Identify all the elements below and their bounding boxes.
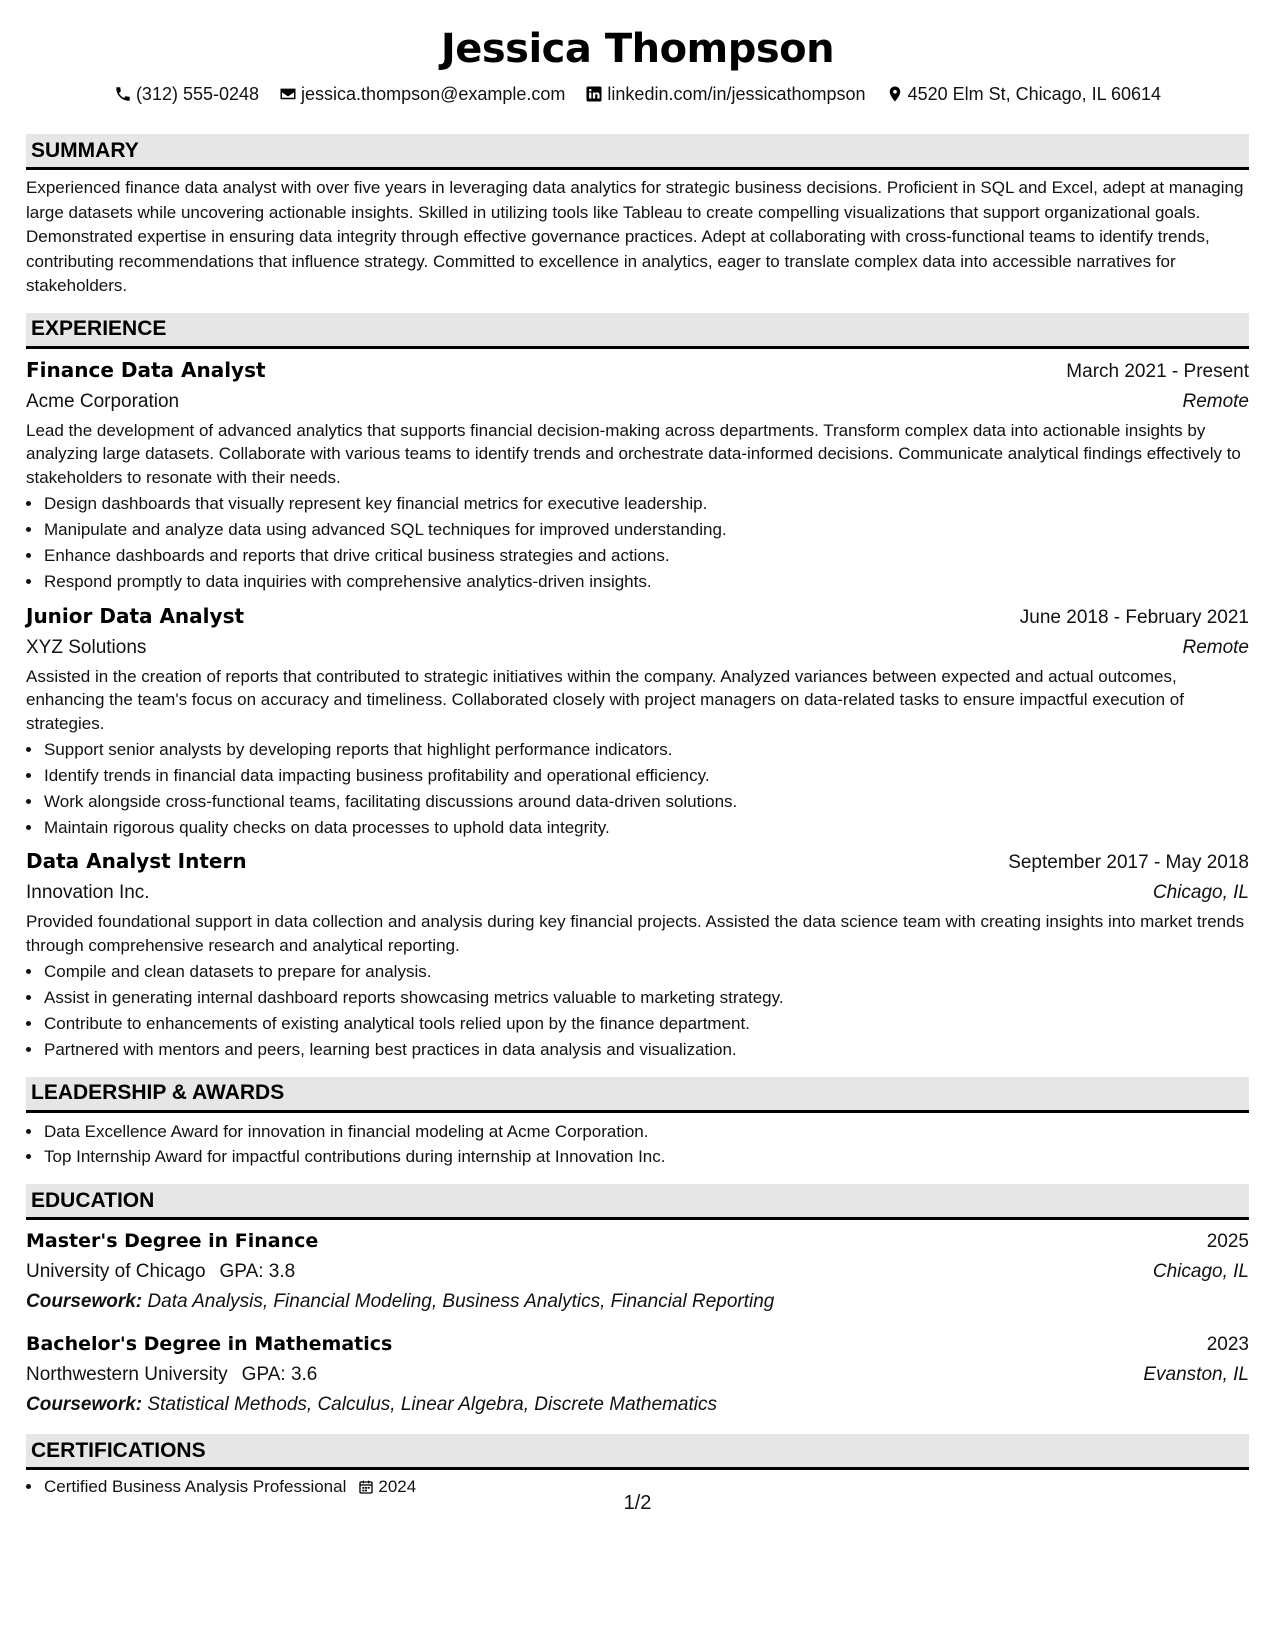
job-bullets <box>26 491 1249 594</box>
contact-email[interactable] <box>279 82 565 106</box>
list-item: • Respond promptly to data inquiries with comprehensive analytics-driven insights. <box>43 569 1249 595</box>
coursework-list: Data Analysis, Financial Modeling, Business Analytics, Financial Reporting <box>147 1291 775 1313</box>
list-item: • Compile and clean datasets to prepare for analysis. <box>43 959 1249 985</box>
certification-year: 2024 <box>378 1477 417 1497</box>
list-item: • Manipulate and analyze data using advanced SQL techniques for improved understanding. <box>43 517 1249 543</box>
job-title: Junior Data Analyst <box>26 603 245 628</box>
job-entry <box>26 846 1249 1062</box>
school-location: Chicago, IL <box>1152 1261 1249 1283</box>
job-location: Chicago, IL <box>1152 882 1249 904</box>
job-entry <box>26 355 1249 595</box>
list-item: • Partnered with mentors and peers, learning best practices in data analysis and visualization. <box>43 1037 1249 1063</box>
coursework-label: Coursework: <box>26 1291 143 1313</box>
linkedin-icon <box>585 85 603 103</box>
contact-linkedin[interactable] <box>585 82 865 106</box>
list-item: • Top Internship Award for impactful contributions during internship at Innovation Inc. <box>43 1144 1249 1170</box>
job-location: Remote <box>1182 390 1249 412</box>
list-item: • Maintain rigorous quality checks on data processes to uphold data integrity. <box>43 815 1249 841</box>
job-dates: March 2021 - Present <box>1066 360 1249 382</box>
job-description: Assisted in the creation of reports that contributed to strategic initiatives within the company. Analyzed variances between expected and actual outcomes, enhancing the team's focus on accuracy and timeliness. Collaborated closely with project managers on data-related tasks to ensure impactful execution of strategies. <box>26 666 1184 733</box>
gpa: GPA: 3.8 <box>219 1261 296 1283</box>
degree-title: Master's Degree in Finance <box>26 1230 319 1253</box>
job-entry <box>26 601 1249 841</box>
job-location: Remote <box>1182 636 1249 658</box>
job-dates: September 2017 - May 2018 <box>1008 852 1249 874</box>
awards-list <box>26 1119 1249 1171</box>
contact-bar <box>26 82 1249 106</box>
envelope-icon <box>279 85 297 103</box>
coursework-label: Coursework: <box>26 1394 143 1416</box>
list-item: • Enhance dashboards and reports that drive critical business strategies and actions. <box>43 543 1249 569</box>
list-item: • Identify trends in financial data impacting business profitability and operational efficiency. <box>43 763 1249 789</box>
education-entry <box>26 1226 1249 1317</box>
map-pin-icon <box>886 85 904 103</box>
job-company: XYZ Solutions <box>26 636 147 658</box>
degree-year: 2025 <box>1206 1231 1249 1253</box>
contact-phone[interactable] <box>114 82 259 106</box>
job-company: Acme Corporation <box>26 390 180 412</box>
coursework-list: Statistical Methods, Calculus, Linear Algebra, Discrete Mathematics <box>147 1394 717 1416</box>
list-item: • Contribute to enhancements of existing analytical tools relied upon by the finance department. <box>43 1011 1249 1037</box>
list-item: • Design dashboards that visually represent key financial metrics for executive leadership. <box>43 491 1249 517</box>
job-bullets <box>26 959 1249 1062</box>
job-dates: June 2018 - February 2021 <box>1019 606 1249 628</box>
contact-address <box>886 82 1162 106</box>
summary-text: Experienced finance data analyst with over five years in leveraging data analytics for strategic business decisions. Proficient in SQL and Excel, adept at managing large datasets while uncovering actionable insights. Skilled in utilizing tools like Tableau to create compelling visualizations that support organizational goals. Demonstrated expertise in ensuring data integrity through effective governance practices. Adept at collaborating with cross-functional teams to identify trends, contributing recommendations that influence strategy. Committed to excellence in analytics, eager to translate complex data into accessible narratives for stakeholders. <box>26 178 1244 296</box>
leadership-heading: LEADERSHIP & AWARDS <box>26 1077 1249 1113</box>
job-title: Data Analyst Intern <box>26 849 247 874</box>
list-item: • Work alongside cross-functional teams, facilitating discussions around data-driven solutions. <box>43 789 1249 815</box>
list-item: • Support senior analysts by developing reports that highlight performance indicators. <box>43 737 1249 763</box>
job-description: Provided foundational support in data collection and analysis during key financial projects. Assisted the data science team with creating insights into market trends through comprehensive research and analytical reporting. <box>26 912 1245 955</box>
page-number: 1/2 <box>623 1492 652 1514</box>
education-entry <box>26 1329 1249 1420</box>
address-text: 4520 Elm St, Chicago, IL 60614 <box>907 84 1162 104</box>
experience-heading: EXPERIENCE <box>26 313 1249 349</box>
phone-text: (312) 555-0248 <box>135 84 260 104</box>
coursework <box>26 1390 1249 1420</box>
certification-name: • Certified Business Analysis Professional <box>44 1477 347 1497</box>
candidate-name: Jessica Thompson <box>440 26 835 72</box>
school-location: Evanston, IL <box>1143 1364 1249 1386</box>
degree-title: Bachelor's Degree in Mathematics <box>26 1333 393 1356</box>
certifications-heading: CERTIFICATIONS <box>26 1434 1249 1470</box>
job-title: Finance Data Analyst <box>26 357 266 382</box>
education-heading: EDUCATION <box>26 1184 1249 1220</box>
job-company: Innovation Inc. <box>26 882 150 904</box>
list-item: • Assist in generating internal dashboard reports showcasing metrics valuable to marketing strategy. <box>43 985 1249 1011</box>
gpa: GPA: 3.6 <box>241 1364 318 1386</box>
school-name: University of Chicago <box>26 1261 206 1283</box>
email-text: jessica.thompson@example.com <box>301 84 566 104</box>
list-item: • Data Excellence Award for innovation in financial modeling at Acme Corporation. <box>43 1119 1249 1145</box>
summary-heading: SUMMARY <box>26 134 1249 170</box>
linkedin-text: linkedin.com/in/jessicathompson <box>607 84 866 104</box>
phone-icon <box>114 85 132 103</box>
school-name: Northwestern University <box>26 1364 228 1386</box>
coursework <box>26 1287 1249 1317</box>
job-description: Lead the development of advanced analytics that supports financial decision-making across departments. Transform complex data into actionable insights by analyzing large datasets. Collaborate with various teams to identify trends and orchestrate data-informed decisions. Communicate analytical findings effectively to stakeholders to resonate with their needs. <box>26 420 1241 487</box>
degree-year: 2023 <box>1206 1334 1249 1356</box>
job-bullets <box>26 737 1249 840</box>
